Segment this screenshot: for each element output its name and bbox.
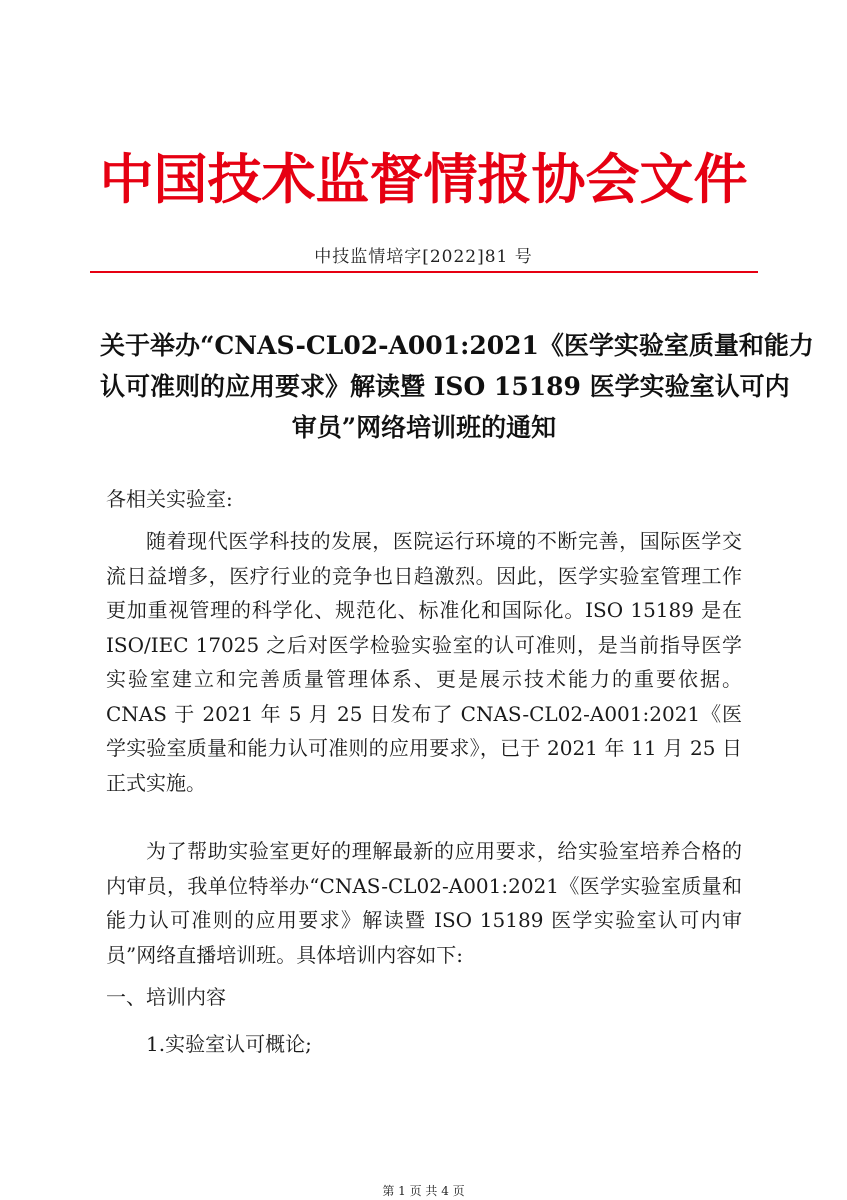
red-divider-line (90, 271, 758, 273)
notice-title-line-1: 关于举办“CNAS-CL02-A001:2021《医学实验室质量和能力 (100, 331, 814, 360)
org-title: 中国技术监督情报协会文件 (99, 147, 748, 211)
section-heading-training-content: 一、培训内容 (106, 985, 226, 1009)
notice-title (100, 325, 814, 448)
page-indicator: 第 1 页 共 4 页 (382, 1184, 465, 1198)
body-paragraph-1: 随着现代医学科技的发展，医院运行环境的不断完善，国际医学交流日益增多，医疗行业的竞争也日趋激烈。因此，医学实验室管理工作更加重视管理的科学化、规范化、标准化和国际化。ISO 15189 是在 ISO/IEC 17025 之后对医学检验实验室的认可准则，是当前指导医学实验室建立和完善质量管理体系、更是展示技术能力的重要依据。CNAS 于 2021 年 5 月 25 日发布了 CNAS-CL02-A001:2021《医学实验室质量和能力认可准则的应用要求》，已于 2021 年 11 月 25 日正式实施。 (106, 529, 742, 795)
notice-title-line-3: 审员”网络培训班的通知 (291, 413, 557, 442)
salutation: 各相关实验室: (106, 487, 233, 511)
notice-title-line-2: 认可准则的应用要求》解读暨 ISO 15189 医学实验室认可内 (100, 372, 790, 401)
body-paragraph-2: 为了帮助实验室更好的理解最新的应用要求，给实验室培养合格的内审员，我单位特举办“CNAS-CL02-A001:2021《医学实验室质量和能力认可准则的应用要求》解读暨 ISO 15189 医学实验室认可内审员”网络直播培训班。具体培训内容如下: (106, 839, 742, 967)
document-number: 中技监情培字[2022]81 号 (314, 247, 533, 267)
list-item-1: 1.实验室认可概论; (146, 1032, 312, 1056)
